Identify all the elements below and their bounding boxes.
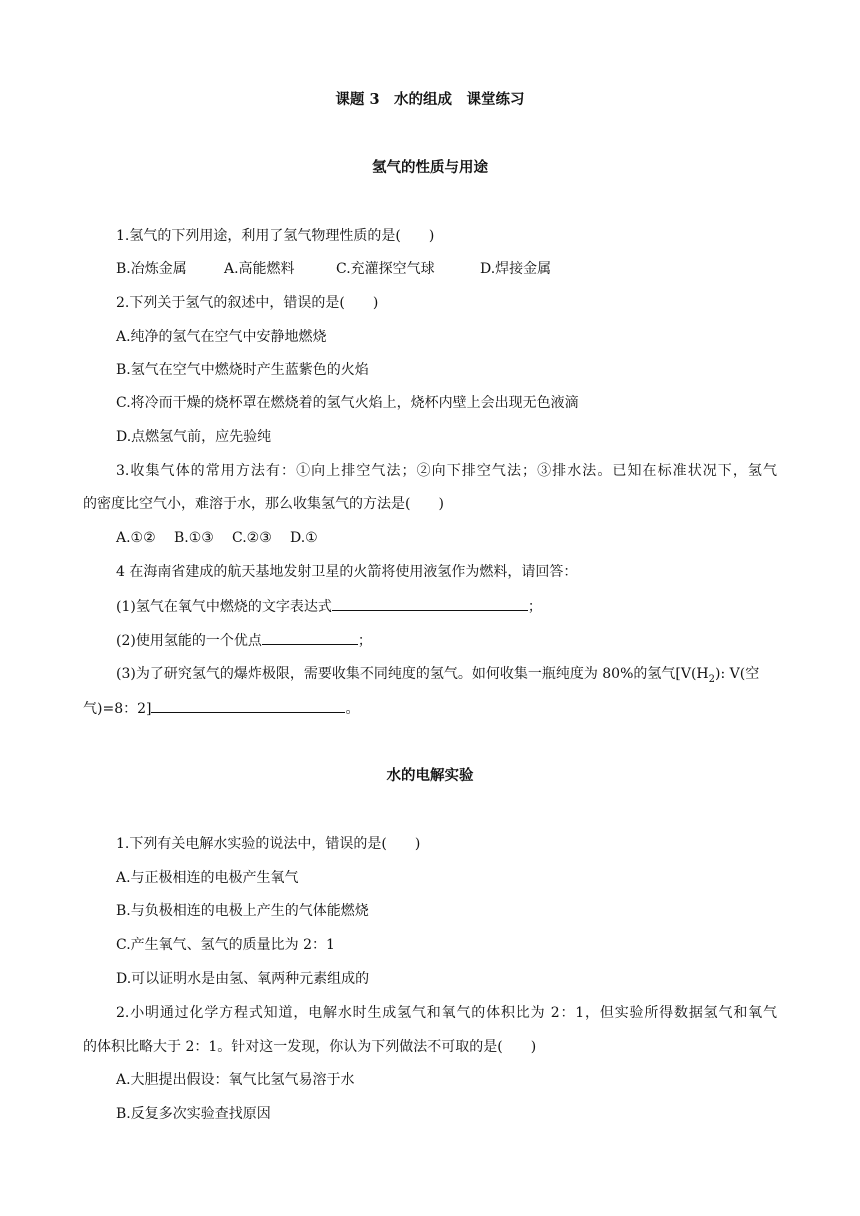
question-stem: 3.收集气体的常用方法有：①向上排空气法；②向下排空气法；③排水法。已知在标准状况下，氢气	[116, 463, 777, 479]
option: D.可以证明水是由氢、氧两种元素组成的	[116, 971, 370, 987]
option: C.充灌探空气球	[336, 261, 435, 277]
option: A.与正极相连的电极产生氧气	[116, 870, 299, 886]
question-stem: 2.下列关于氢气的叙述中，错误的是( )	[116, 295, 379, 311]
option: A.纯净的氢气在空气中安静地燃烧	[116, 329, 327, 345]
page-title: 课题 3 水的组成 课堂练习	[335, 91, 525, 108]
sub-question-text: (2)使用氢能的一个优点	[116, 633, 262, 649]
option: B.氢气在空气中燃烧时产生蓝紫色的火焰	[116, 362, 369, 378]
answer-blank[interactable]	[332, 596, 528, 611]
question-stem-continued: 的体积比略大于 2：1。针对这一发现，你认为下列做法不可取的是( )	[83, 1039, 537, 1055]
sub-question-text: (1)氢气在氧气中燃烧的文字表达式	[116, 599, 332, 615]
sub-question	[116, 630, 372, 651]
question-stem-continued: 的密度比空气小，难溶于水，那么收集氢气的方法是( )	[83, 496, 444, 512]
option: C.产生氧气、氢气的质量比为 2：1	[116, 937, 335, 953]
question-stem: 4 在海南省建成的航天基地发射卫星的火箭将使用液氢作为燃料，请回答：	[116, 564, 578, 580]
section-heading-hydrogen: 氢气的性质与用途	[372, 159, 488, 176]
section-heading-electrolysis: 水的电解实验	[386, 767, 474, 784]
question-stem: 1.氢气的下列用途，利用了氢气物理性质的是( )	[116, 228, 435, 244]
sub-question-text: ): V(空	[715, 666, 760, 682]
punctuation: ；	[357, 633, 372, 649]
answer-blank[interactable]	[151, 698, 345, 713]
sub-question	[116, 664, 759, 684]
option: B.与负极相连的电极上产生的气体能燃烧	[116, 903, 369, 919]
option: B.反复多次实验查找原因	[116, 1106, 271, 1122]
question-stem: 1.下列有关电解水实验的说法中，错误的是( )	[116, 836, 421, 852]
option: D.点燃氢气前，应先验纯	[116, 429, 272, 445]
sub-question-text: (3)为了研究氢气的爆炸极限，需要收集不同纯度的氢气。如何收集一瓶纯度为 80%的氢气[V(H	[116, 666, 709, 682]
option: D.①	[290, 530, 318, 546]
option: C.将冷而干燥的烧杯罩在燃烧着的氢气火焰上，烧杯内壁上会出现无色液滴	[116, 395, 579, 411]
punctuation: 。	[345, 701, 360, 717]
option: B.①③	[174, 530, 214, 546]
answer-blank[interactable]	[262, 630, 358, 645]
question-stem: 2.小明通过化学方程式知道，电解水时生成氢气和氧气的体积比为 2：1，但实验所得数据氢气和氧气	[116, 1005, 777, 1021]
sub-question	[116, 596, 542, 617]
subscript: 2	[708, 673, 716, 685]
punctuation: ；	[527, 599, 542, 615]
option: B.冶炼金属	[116, 261, 187, 277]
option: A.大胆提出假设：氧气比氢气易溶于水	[116, 1072, 355, 1088]
option: D.焊接金属	[480, 261, 552, 277]
sub-question-continued	[83, 698, 359, 719]
option: A.①②	[116, 530, 156, 546]
option: C.②③	[232, 530, 272, 546]
sub-question-text: 气)=8：2]	[83, 701, 152, 717]
option: A.高能燃料	[224, 261, 295, 277]
